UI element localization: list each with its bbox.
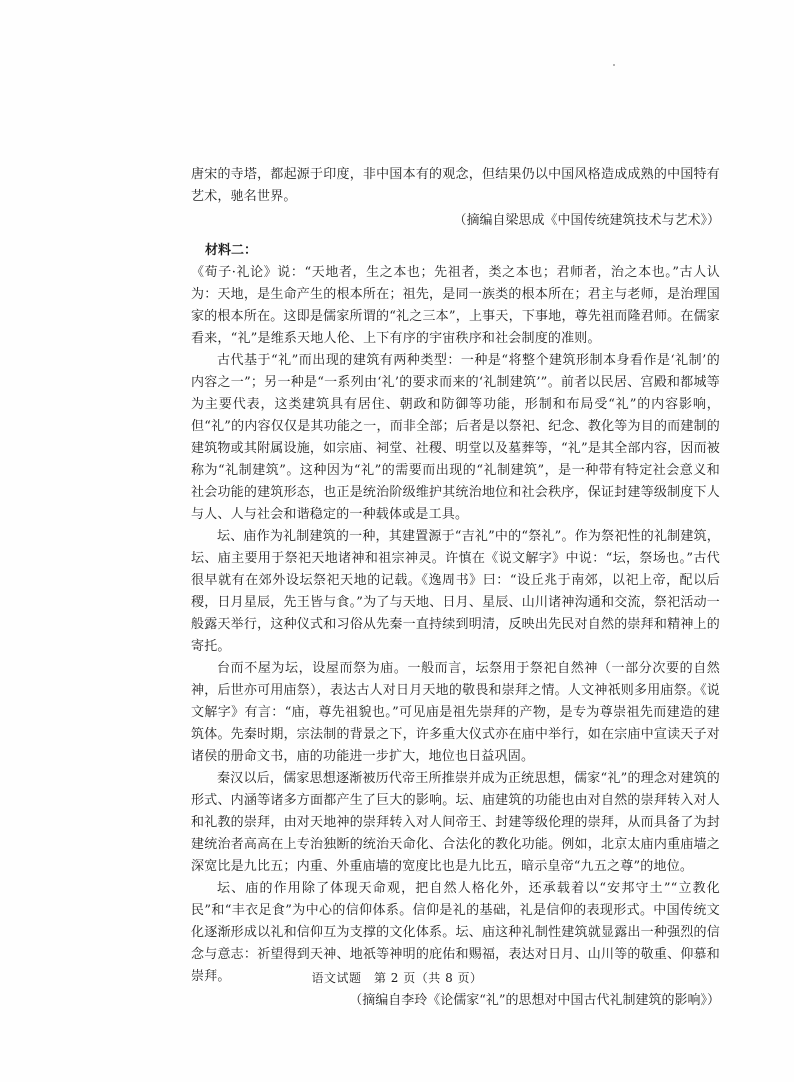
- source-citation-1: （摘编自梁思成《中国传统建筑技术与艺术》）: [453, 213, 720, 228]
- paragraph: 坛、庙的作用除了体现天命观，把自然人格化外，还承载着以“安邦守土”“立教化民”和“丰衣足食”为中心的信仰体系。信仰是礼的基础，礼是信仰的表现形式。中国传统文化逐渐形成以礼和信仰互为支撑的文化体系。坛、庙这种礼制性建筑就显露出一种强烈的信念与意志：祈望得到天神、地祇等神明的庇佑和赐福，表达对日月、山川等的敬重、仰慕和崇拜。: [191, 881, 720, 984]
- paragraph: 台而不屋为坛，设屋而祭为庙。一般而言，坛祭用于祭祀自然神（一部分次要的自然神，后世亦可用庙祭），表达古人对日月天地的敬畏和崇拜之情。人文神祇则多用庙祭。《说文解字》有言：“庙，尊先祖貌也。”可见庙是祖先崇拜的产物，是专为尊崇祖先而建造的建筑体。先秦时期，宗法制的背景之下，许多重大仪式亦在庙中举行，如在宗庙中宣读天子对诸侯的册命文书，庙的功能进一步扩大，地位也日益巩固。: [191, 661, 720, 764]
- source-citation-2: （摘编自李玲《论儒家“礼”的思想对中国古代礼制建筑的影响》）: [349, 993, 720, 1008]
- scan-speck: [613, 64, 615, 66]
- intro-paragraph: 唐宋的寺塔，都起源于印度，非中国本有的观念，但结果仍以中国风格造成成熟的中国特有艺术，驰名世界。: [191, 167, 720, 204]
- article-body: [191, 164, 720, 1012]
- paragraph: 坛、庙作为礼制建筑的一种，其建置源于“吉礼”中的“祭礼”。作为祭祀性的礼制建筑，坛、庙主要用于祭祀天地诸神和祖宗神灵。许慎在《说文解字》中说：“坛，祭场也。”古代很早就有在郊外设坛祭祀天地的记载。《逸周书》曰：“设丘兆于南郊，以祀上帝，配以后稷，日月星辰，先王皆与食。”为了与天地、日月、星辰、山川诸神沟通和交流，祭祀活动一般露天举行，这种仪式和习俗从先秦一直持续到明清，反映出先民对自然的崇拜和精神上的寄托。: [191, 529, 720, 654]
- paragraph: 秦汉以后，儒家思想逐渐被历代帝王所推崇并成为正统思想，儒家“礼”的理念对建筑的形式、内涵等诸多方面都产生了巨大的影响。坛、庙建筑的功能也由对自然的崇拜转入对人和礼教的崇拜，由对天地神的崇拜转入对人间帝王、封建等级伦理的崇拜，从而具备了为封建统治者高高在上专治独断的统治天命化、合法化的教化功能。例如，北京太庙内重庙墙之深宽比是九比五；内重、外重庙墙的宽度比也是九比五，暗示皇帝“九五之尊”的地位。: [191, 771, 720, 874]
- page-footer: 语文试题 第 2 页（共 8 页）: [311, 971, 483, 985]
- paragraph: 《荀子·礼论》说：“天地者，生之本也；先祖者，类之本也；君师者，治之本也。”古人认为：天地，是生命产生的根本所在；祖先，是同一族类的根本所在；君主与老师，是治理国家的根本所在。这即是儒家所谓的“礼之三本”，上事天，下事地，尊先祖而隆君师。在儒家看来，“礼”是维系天地人伦、上下有序的宇宙秩序和社会制度的准则。: [191, 265, 720, 346]
- material-2-heading: 材料二：: [205, 243, 258, 258]
- paragraph: 古代基于“礼”而出现的建筑有两种类型：一种是“将整个建筑形制本身看作是‘礼制’的内容之一”；另一种是“一系列由‘礼’的要求而来的‘礼制建筑’”。前者以民居、宫殿和都城等为主要代表，这类建筑具有居住、朝政和防御等功能，形制和布局受“礼”的内容影响，但“礼”的内容仅仅是其功能之一，而非全部；后者是以祭祀、纪念、教化等为目的而建制的建筑物或其附属设施，如宗庙、祠堂、社稷、明堂以及墓葬等，“礼”是其全部内容，因而被称为“礼制建筑”。这种因为“礼”的需要而出现的“礼制建筑”，是一种带有特定社会意义和社会功能的建筑形态，也正是统治阶级维护其统治地位和社会秩序，保证封建等级制度下人与人、人与社会和谐稳定的一种载体或是工具。: [191, 353, 720, 522]
